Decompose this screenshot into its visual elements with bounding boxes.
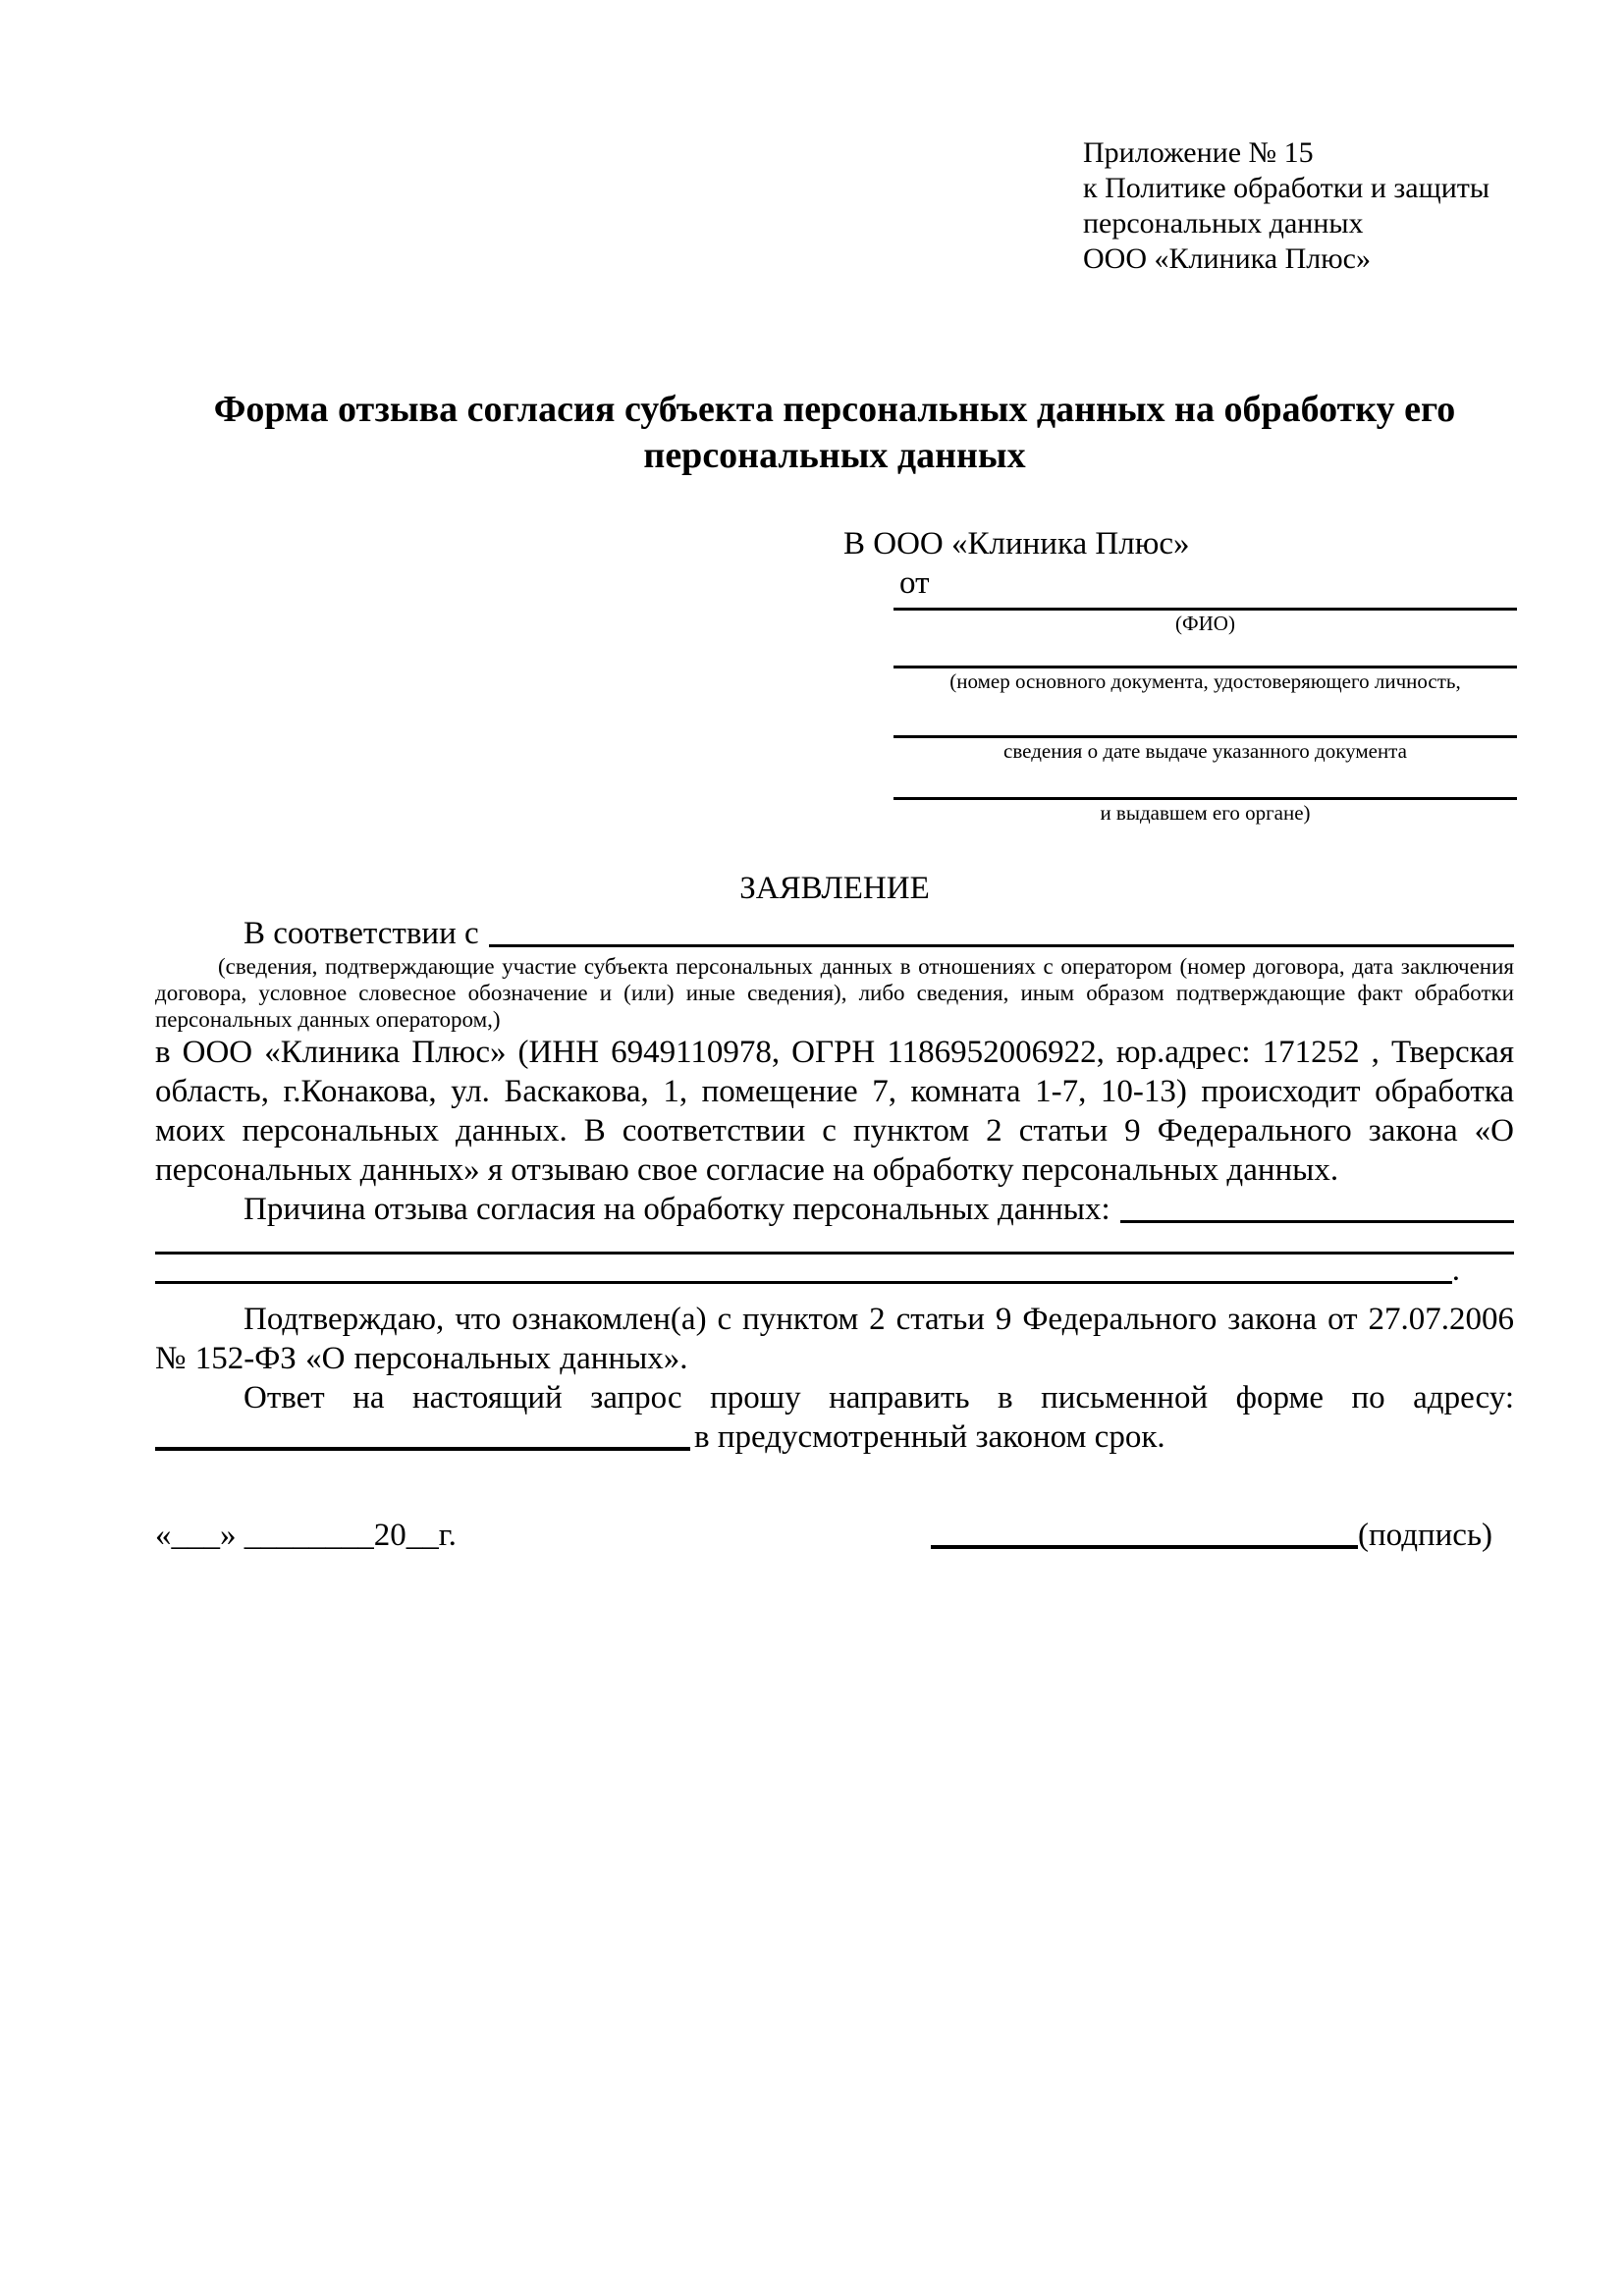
signoff-row bbox=[155, 1516, 1514, 1555]
form-title: Форма отзыва согласия субъекта персональных данных на обработку его персональных данных bbox=[213, 389, 1456, 476]
fio-blank-line bbox=[893, 603, 1517, 611]
reason-blank-line-3 bbox=[155, 1255, 1460, 1290]
signature-group bbox=[931, 1516, 1492, 1555]
reply-address-line bbox=[155, 1417, 1514, 1457]
signature-blank-line bbox=[931, 1545, 1358, 1549]
statement-heading: ЗАЯВЛЕНИЕ bbox=[739, 871, 930, 906]
addressee-block bbox=[843, 524, 1517, 826]
intro-footnote: (сведения, подтверждающие участие субъекта персональных данных в отношениях с оператором (номер договора, дата заключения договора, условное словесное обозначение и (или) иные сведения), либо сведения, иным образом подтверждающие факт обработки персональных данных оператором,) bbox=[155, 954, 1514, 1032]
confirmation-paragraph: Подтверждаю, что ознакомлен(а) с пунктом 2 статьи 9 Федерального закона от 27.07.2006 № 152-ФЗ «О персональных данных». bbox=[155, 1302, 1514, 1376]
doc-number-caption: (номер основного документа, удостоверяющего личность, bbox=[949, 669, 1461, 693]
appendix-line: персональных данных bbox=[1083, 207, 1364, 240]
reason-blank-line-2 bbox=[155, 1229, 1514, 1255]
statement-body: в ООО «Клиника Плюс» (ИНН 6949110978, ОГРН 1186952006922, юр.адрес: 171252 , Тверская область, г.Конакова, ул. Баскакова, 1, помещение 7, комната 1-7, 10-13) происходит обработка моих персональных данных. В соответствии с пунктом 2 статьи 9 Федерального закона «О персональных данных» я отзываю свое согласие на обработку персональных данных. bbox=[155, 1035, 1514, 1188]
doc-issue-date-blank-line bbox=[893, 694, 1517, 738]
intro-prefix: В соответствии с bbox=[244, 916, 479, 951]
fio-caption: (ФИО) bbox=[1175, 612, 1235, 635]
appendix-line: Приложение № 15 bbox=[1083, 136, 1314, 169]
intro-blank-line bbox=[489, 944, 1514, 947]
signature-caption: (подпись) bbox=[1358, 1518, 1492, 1553]
reason-line bbox=[155, 1190, 1514, 1229]
reason-prefix: Причина отзыва согласия на обработку персональных данных: bbox=[244, 1192, 1110, 1227]
doc-issue-date-caption: сведения о дате выдаче указанного документа bbox=[1003, 739, 1407, 763]
reason-blank-line-3-rule bbox=[155, 1281, 1452, 1284]
reply-suffix: в предусмотренный законом срок. bbox=[694, 1419, 1165, 1455]
appendix-line: ООО «Клиника Плюс» bbox=[1083, 242, 1371, 275]
reason-line-terminator: . bbox=[1451, 1253, 1460, 1288]
doc-issuer-caption: и выдавшем его органе) bbox=[1100, 801, 1311, 825]
address-blank-line bbox=[155, 1447, 690, 1451]
doc-number-blank-line bbox=[893, 636, 1517, 668]
appendix-note bbox=[1083, 135, 1514, 277]
date-blank: «___» ________20__г. bbox=[155, 1518, 457, 1553]
reason-blank-line bbox=[1120, 1220, 1514, 1223]
addressee-to: В ООО «Клиника Плюс» bbox=[843, 526, 1190, 561]
intro-line bbox=[155, 914, 1514, 953]
doc-issuer-blank-line bbox=[893, 764, 1517, 800]
reply-request-paragraph: Ответ на настоящий запрос прошу направить в письменной форме по адресу: bbox=[244, 1380, 1514, 1415]
appendix-line: к Политике обработки и защиты bbox=[1083, 172, 1490, 204]
addressee-from-label: от bbox=[899, 565, 930, 601]
